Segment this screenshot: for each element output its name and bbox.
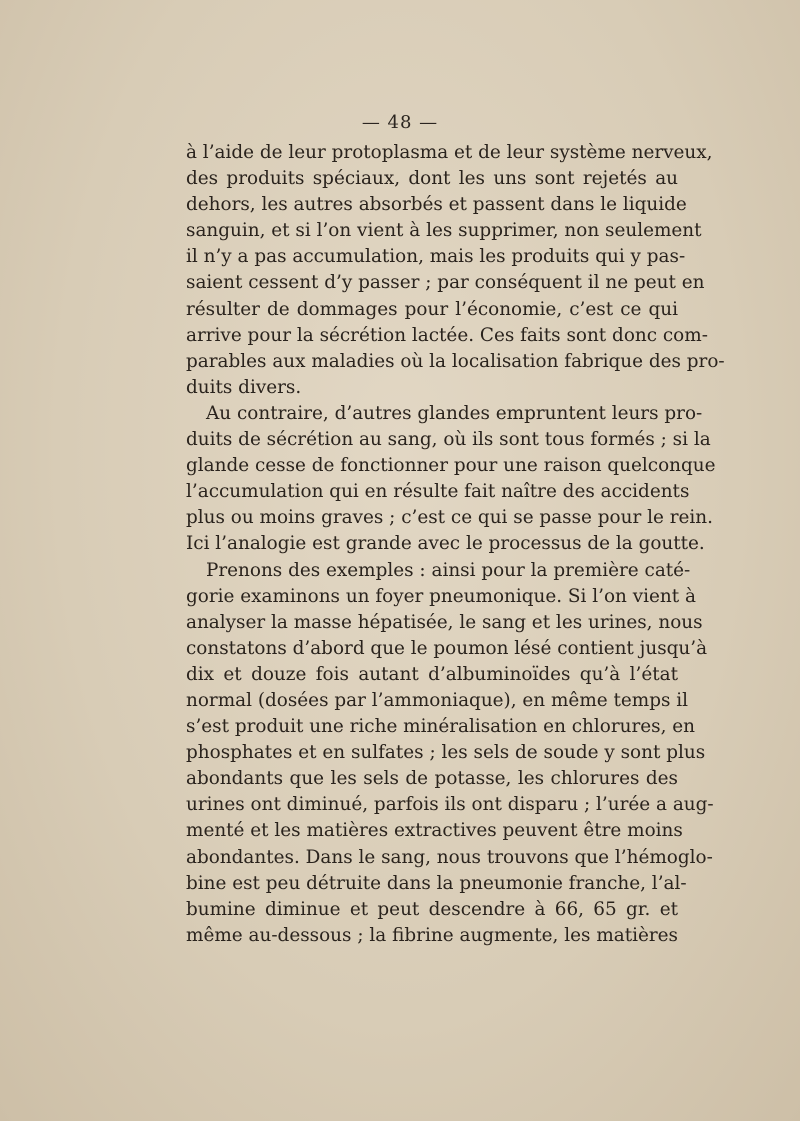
text-line: dix et douze fois autant d’albuminoïdes qu’à l’état	[186, 663, 678, 685]
text-line: menté et les matières extractives peuvent être moins	[186, 820, 683, 842]
text-line: glande cesse de fonctionner pour une raison quelconque	[186, 455, 716, 477]
text-line: saient cessent d’y passer ; par conséquent il ne peut en	[186, 272, 705, 294]
text-line: urines ont diminué, parfois ils ont disparu ; l’urée a aug-	[186, 794, 714, 816]
text-line: arrive pour la sécrétion lactée. Ces faits sont donc com-	[186, 324, 708, 346]
text-line: parables aux maladies où la localisation fabrique des pro-	[186, 350, 725, 372]
text-line: Au contraire, d’autres glandes empruntent leurs pro-	[206, 402, 703, 424]
text-line: dehors, les autres absorbés et passent dans le liquide	[186, 194, 687, 216]
text-line: bine est peu détruite dans la pneumonie franche, l’al-	[186, 872, 687, 894]
text-line: plus ou moins graves ; c’est ce qui se passe pour le rein.	[186, 507, 713, 529]
text-line: il n’y a pas accumulation, mais les produits qui y pas-	[186, 246, 686, 268]
body-text	[186, 140, 725, 949]
text-line: l’accumulation qui en résulte fait naître des accidents	[186, 481, 690, 503]
text-line: même au-dessous ; la fibrine augmente, les matières	[186, 924, 678, 946]
text-line: phosphates et en sulfates ; les sels de soude y sont plus	[186, 742, 706, 764]
text-line: bumine diminue et peut descendre à 66, 65 gr. et	[186, 898, 678, 920]
text-line: Prenons des exemples : ainsi pour la première caté-	[206, 559, 691, 581]
text-line: Ici l’analogie est grande avec le processus de la goutte.	[186, 533, 705, 555]
text-line: analyser la masse hépatisée, le sang et les urines, nous	[186, 611, 703, 633]
text-line: abondants que les sels de potasse, les chlorures des	[186, 768, 678, 790]
text-line: à l’aide de leur protoplasma et de leur système nerveux,	[186, 142, 713, 163]
text-line: des produits spéciaux, dont les uns sont rejetés au	[186, 168, 678, 190]
text-line: abondantes. Dans le sang, nous trouvons que l’hémoglo-	[186, 846, 713, 868]
text-line: résulter de dommages pour l’économie, c’est ce qui	[186, 298, 678, 320]
text-line: sanguin, et si l’on vient à les supprimer, non seulement	[186, 220, 702, 242]
page-number: — 48 —	[361, 112, 439, 133]
text-line: s’est produit une riche minéralisation en chlorures, en	[186, 716, 696, 738]
text-line: constatons d’abord que le poumon lésé contient jusqu’à	[186, 637, 708, 659]
text-line: normal (dosées par l’ammoniaque), en même temps il	[186, 689, 689, 711]
text-line: gorie examinons un foyer pneumonique. Si l’on vient à	[186, 585, 696, 607]
text-line: duits de sécrétion au sang, où ils sont tous formés ; si la	[186, 429, 711, 451]
text-line: duits divers.	[186, 376, 302, 398]
